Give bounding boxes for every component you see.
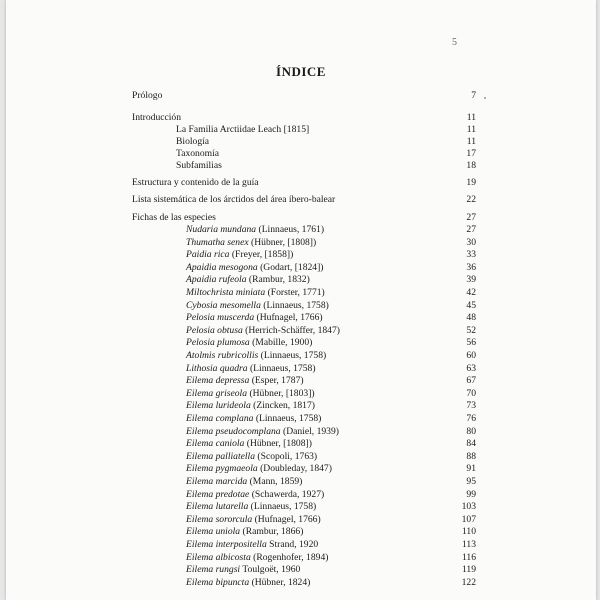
species-entry-page: 45 [466,299,476,311]
species-entry [132,312,476,324]
species-entry-label [186,577,310,589]
species-entry-page: 39 [466,274,476,286]
species-entry-label [186,350,326,362]
species-entry [132,350,476,362]
species-author: (Hübner, [1808]) [251,236,317,248]
species-entry [132,388,476,400]
species-entry-page: 116 [461,551,476,563]
species-author: (Esper, 1787) [251,375,304,387]
species-entry-page: 76 [466,413,476,424]
toc-entry [132,90,476,102]
species-author: (Mabille, 1900) [252,337,313,349]
species-entry [132,249,476,261]
species-entry-label [186,552,328,564]
species-entry-page: 33 [466,249,476,261]
species-entry-page: 80 [466,425,476,437]
species-author: (Daniel, 1939) [283,425,339,437]
species-entry [132,476,476,488]
species-author: (Linnaeus, 1758) [260,350,327,361]
species-entry [132,501,476,513]
species-author: (Hübner, [1803]) [249,387,315,399]
species-author: (Freyer, [1858]) [231,249,294,261]
species-entry-label [186,287,325,299]
species-name: Eilema lurideola [186,400,251,412]
species-entry-label [186,451,317,463]
species-entry-label [186,237,316,249]
species-entry-page: 119 [461,564,476,576]
species-entry [132,274,476,286]
species-entry [132,426,476,438]
species-name: Eilema rungsi [186,564,241,576]
page-title: ÍNDICE [276,64,326,79]
toc-entry-label: Subfamilias [176,160,222,171]
species-author: (Linnaeus, 1758) [263,299,329,311]
species-entry-label [186,413,321,425]
toc-entry-label: Biología [176,136,210,147]
species-author: (Doubleday, 1847) [260,463,332,475]
species-entry-page: 67 [466,375,476,387]
species-entry [132,300,476,312]
toc-entry [132,177,476,189]
species-entry-label [186,489,324,501]
species-name: Pelosia plumosa [186,337,250,349]
species-entry-label [186,325,340,337]
toc-entry-label: Fichas de las especies [132,212,216,223]
book-page [6,0,596,600]
paper-speck [484,97,486,99]
species-entry [132,463,476,475]
species-entry-page: 27 [466,224,476,235]
toc-entry [132,160,476,172]
species-entry-page: 56 [466,337,476,349]
species-name: Pelosia obtusa [186,324,243,336]
species-entry-label [186,514,321,526]
toc-entry-label: La Familia Arctiidae Leach [1815] [176,124,310,135]
species-entry-label [186,400,315,412]
toc-entry-label: Lista sistemática de los árctidos del área íbero-balear [132,194,336,205]
species-name: Eilema predotae [186,488,250,500]
species-entry [132,438,476,450]
table-of-contents [6,0,596,600]
toc-entry-label: Taxonomía [176,148,220,159]
species-entry-label [186,274,310,286]
species-name: Pelosia muscerda [186,312,255,324]
species-entry-label [186,564,300,576]
species-entry [132,577,476,589]
toc-entry-page: 11 [466,124,476,135]
species-author: (Hübner, 1824) [251,576,311,588]
species-author: Toulgoët, 1960 [242,564,301,576]
toc-entry-page: 22 [466,194,476,205]
species-author: (Linnaeus, 1758) [250,501,317,513]
species-name: Eilema depressa [186,375,250,387]
species-entry-page: 122 [461,576,476,588]
species-author: (Rambur, 1832) [248,274,310,286]
species-name: Eilema complana [186,413,254,424]
species-entry-page: 60 [466,350,476,361]
species-entry-label [186,262,324,274]
species-name: Eilema pygmaeola [186,463,258,475]
species-author: (Hübner, [1808]) [246,438,312,450]
species-entry [132,262,476,274]
toc-entry-page: 27 [466,212,476,223]
species-name: Thumatha senex [186,236,249,248]
species-entry-page: 52 [466,324,476,336]
species-author: (Linnaeus, 1758) [255,413,322,424]
species-entry [132,363,476,375]
species-name: Eilema uniola [186,526,241,538]
species-name: Eilema interpositella [186,539,267,550]
species-author: (Hufnagel, 1766) [256,312,323,324]
species-entry-page: 95 [466,476,476,487]
species-entry [132,375,476,387]
species-entry-page: 84 [466,438,476,450]
species-name: Paidia rica [186,249,230,261]
toc-entry [132,212,476,224]
species-entry-page: 110 [461,526,476,538]
species-entry [132,413,476,425]
toc-entry-label: Estructura y contenido de la guía [132,177,259,188]
species-entry-page: 113 [461,539,476,550]
species-entry-page: 99 [466,488,476,500]
species-entry [132,489,476,501]
species-name: Eilema bipuncta [186,576,250,588]
species-name: Eilema sororcula [186,513,253,525]
species-author: (Zincken, 1817) [253,400,315,412]
species-entry-label [186,300,329,312]
species-entry [132,526,476,538]
species-entry-label [186,501,316,513]
species-name: Eilema albicosta [186,551,251,563]
species-entry [132,451,476,463]
species-name: Miltochrista miniata [186,287,266,298]
species-entry-label [186,539,318,551]
species-entry-label [186,375,304,387]
species-author: (Mann, 1859) [249,476,303,487]
species-name: Eilema griseola [186,387,248,399]
toc-entry-page: 17 [466,148,476,159]
species-name: Eilema lutarella [186,501,249,513]
species-author: (Herrich-Schäffer, 1847) [245,324,340,336]
species-entry [132,287,476,299]
species-entry [132,224,476,236]
species-name: Cybosia mesomella [186,299,261,311]
species-entry-label [186,363,316,375]
toc-entry [132,136,476,148]
species-author: (Schawerda, 1927) [251,488,325,500]
species-name: Eilema pseudocomplana [186,425,281,437]
species-entry [132,552,476,564]
species-name: Eilema palliatella [186,450,256,462]
page-number: 5 [452,37,457,48]
species-author: Strand, 1920 [269,539,319,550]
species-author: (Forster, 1771) [267,287,325,298]
species-author: (Rogenhofer, 1894) [253,551,329,563]
species-entry-label [186,249,293,261]
species-entry-label [186,476,302,488]
species-entry-label [186,388,315,400]
species-name: Nudaria mundana [186,224,257,235]
species-author: (Godart, [1824]) [260,261,324,273]
species-entry-page: 103 [461,501,476,513]
species-entry-label [186,438,312,450]
species-entry [132,564,476,576]
species-name: Lithosia quadra [186,362,248,374]
species-entry [132,400,476,412]
toc-entry-label: Introducción [132,112,182,123]
toc-entry [132,148,476,160]
species-name: Eilema marcida [186,476,248,487]
toc-entry-page: 11 [466,112,476,123]
species-entry-page: 107 [461,513,476,525]
species-entry-page: 30 [466,236,476,248]
toc-entry [132,112,476,124]
species-name: Eilema caniola [186,438,245,450]
toc-entry-page: 7 [471,90,476,101]
species-author: (Hufnagel, 1766) [254,513,321,525]
toc-entry-page: 18 [466,160,476,171]
species-entry-page: 42 [466,287,476,298]
species-author: (Rambur, 1866) [242,526,304,538]
toc-entry [132,194,476,206]
species-entry-label [186,312,323,324]
species-entry-page: 91 [466,463,476,475]
species-author: (Linnaeus, 1758) [249,362,316,374]
species-author: (Scopoli, 1763) [257,450,318,462]
toc-entry-page: 19 [466,177,476,188]
species-entry-page: 70 [466,387,476,399]
species-entry-label [186,463,332,475]
toc-entry-page: 11 [466,136,476,147]
species-name: Atolmis rubricollis [186,350,259,361]
species-entry [132,514,476,526]
species-entry-page: 73 [466,400,476,412]
species-entry [132,237,476,249]
species-entry-page: 36 [466,261,476,273]
species-entry-page: 88 [466,450,476,462]
species-entry-label [186,526,303,538]
species-entry [132,337,476,349]
species-entry-page: 63 [466,362,476,374]
species-name: Apaidia rufeola [186,274,247,286]
species-entry [132,325,476,337]
species-author: (Linnaeus, 1761) [258,224,325,235]
species-entry-label [186,337,312,349]
species-entry [132,539,476,551]
species-entry-label [186,224,324,236]
toc-entry-label: Prólogo [132,90,163,101]
toc-entry [132,124,476,136]
species-entry-page: 48 [466,312,476,324]
species-entry-label [186,426,339,438]
species-name: Apaidia mesogona [186,261,258,273]
